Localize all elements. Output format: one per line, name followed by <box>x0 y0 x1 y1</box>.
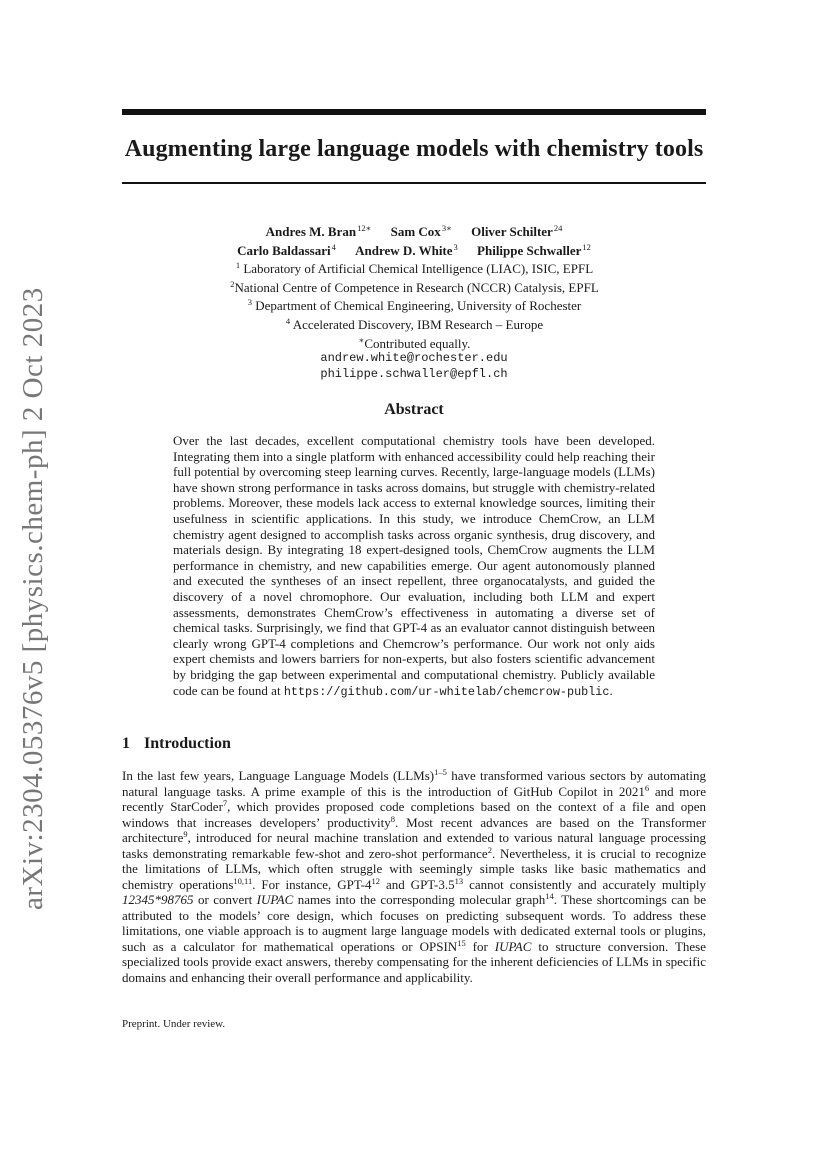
introduction-paragraph <box>122 768 706 985</box>
author-name: Oliver Schilter$^{24}$ <box>471 223 563 239</box>
email-link[interactable]: philippe.schwaller@epfl.ch <box>320 366 508 381</box>
author-line-2 <box>122 240 706 259</box>
citation-ref[interactable]: 14 <box>545 891 554 901</box>
preprint-footer: Preprint. Under review. <box>122 1018 226 1030</box>
section-title: Introduction <box>144 735 231 752</box>
citation-ref[interactable]: 2 <box>487 844 492 855</box>
intro-text: for <box>465 938 495 954</box>
intro-text: cannot consistently and accurately multiply <box>463 876 706 892</box>
intro-text: and GPT-3.5 <box>379 876 455 892</box>
intro-text: In the last few years, Language Language Models (LLMs) <box>122 768 435 783</box>
affiliation: $^1$ Laboratory of Artificial Chemical Intelligence (LIAC), ISIC, EPFL <box>235 260 594 277</box>
intro-text: . Nevertheless, it is crucial to recognize the limitations of LLMs, which often struggle with seemingly simple tasks like basic mathematics and chemistry operations <box>122 845 706 892</box>
intro-text: names into the corresponding molecular graph <box>293 892 546 907</box>
intro-text: to structure conversion. These specialized tools provide exact answers, thereby compensating for the inherent deficiencies of LLMs in specific domains and enhancing their overall performance and applicability. <box>122 938 706 985</box>
citation-ref[interactable]: 1–5 <box>434 767 447 777</box>
code-link[interactable]: https://github.com/ur-whitelab/chemcrow-public <box>283 684 610 699</box>
citation-ref[interactable]: 15 <box>457 937 466 948</box>
italic-term: IUPAC <box>494 938 532 954</box>
abstract-text: Over the last decades, excellent computational chemistry tools have been developed. Integrating them into a single platform with enhanced accessibility could help reaching their full potential by overcoming steep learning curves. Recently, large-language models (LLMs) have shown strong performance in tasks across domains, but struggle with chemistry-related problems. Moreover, these models lack access to external knowledge sources, limiting their usefulness in scientific applications. In this study, we introduce ChemCrow, an LLM chemistry agent designed to accomplish tasks across organic synthesis, drug discovery, and materials design. By integrating 18 expert-designed tools, ChemCrow augments the LLM performance in chemistry, and new capabilities emerge. Our agent autonomously planned and executed the syntheses of an insect repellent, three organocatalysts, and guided the discovery of a novel chromophore. Our evaluation, including both LLM and expert assessments, demonstrates ChemCrow’s effectiveness in automating a diverse set of chemical tasks. Surprisingly, we find that GPT-4 as an evaluator cannot distinguish between clearly wrong GPT-4 completions and Chemcrow’s performance. Our work not only aids expert chemists and lowers barriers for non-experts, but also fosters scientific advancement by bridging the gap between experimental and computational chemistry. Publicly available code can be found at <box>173 433 655 698</box>
author-name: Sam Cox$^{3∗}$ <box>390 223 452 239</box>
intro-text: , introduced for neural machine translation and extended to various natural language processing tasks demonstrating remarkable few-shot and zero-shot performance <box>122 830 706 861</box>
intro-text: or convert <box>193 892 257 907</box>
citation-ref[interactable]: 8 <box>390 813 396 824</box>
affiliation: $^2$National Centre of Competence in Research (NCCR) Catalysis, EPFL <box>230 278 599 295</box>
author-line-1 <box>122 221 706 240</box>
intro-text: have transformed various sectors by automating natural language tasks. A prime example of this is the introduction of GitHub Copilot in 2021 <box>122 768 706 799</box>
author-name: Philippe Schwaller$^{12}$ <box>477 241 591 258</box>
citation-ref[interactable]: 7 <box>222 798 228 808</box>
intro-text: . These shortcomings can be attributed to the models’ core design, which focuses on predicting subsequent words. To address these limitations, one viable approach is to augment large language models with dedicated external tools or plugins, such as a calculator for mathematical operations or OPSIN <box>122 892 706 954</box>
arxiv-identifier: arXiv:2304.05376v5 [physics.chem-ph] 2 Oct 2023 <box>17 287 49 910</box>
citation-ref[interactable]: 13 <box>454 875 464 886</box>
abstract-period: . <box>609 682 613 698</box>
author-name: Andrew D. White$^3$ <box>355 241 458 258</box>
author-name: Andres M. Bran$^{12∗}$ <box>265 223 372 239</box>
citation-ref[interactable]: 9 <box>183 829 188 839</box>
italic-term: 12345*98765 <box>122 892 194 907</box>
intro-text: . Most recent advances are based on the Transformer architecture <box>122 814 706 845</box>
email-link[interactable]: andrew.white@rochester.edu <box>320 351 508 366</box>
author-name: Carlo Baldassari$^4$ <box>237 241 336 258</box>
equal-contribution-note: ∗Contributed equally. <box>358 334 471 351</box>
title-rule-bottom <box>122 182 706 184</box>
citation-ref[interactable]: 10,11 <box>233 875 253 886</box>
section-number: 1 <box>122 735 130 752</box>
intro-text: . For instance, GPT-4 <box>252 876 372 892</box>
affiliation: $^4$ Accelerated Discovery, IBM Research – Europe <box>285 315 544 332</box>
citation-ref[interactable]: 12 <box>371 875 380 886</box>
intro-text: , which provides proposed code completions based on the context of a file and open windows that increases developers’ productivity <box>122 799 706 830</box>
section-heading <box>122 735 231 753</box>
abstract-body <box>173 433 655 700</box>
paper-title: Augmenting large language models with chemistry tools <box>124 136 704 162</box>
affiliation: $^3$ Department of Chemical Engineering, University of Rochester <box>247 297 582 314</box>
abstract-heading: Abstract <box>384 401 444 418</box>
citation-ref[interactable]: 6 <box>644 782 650 793</box>
title-rule-top <box>122 109 706 115</box>
intro-text: and more recently StarCoder <box>122 783 707 814</box>
author-block <box>122 221 706 382</box>
italic-term: IUPAC <box>256 892 294 907</box>
